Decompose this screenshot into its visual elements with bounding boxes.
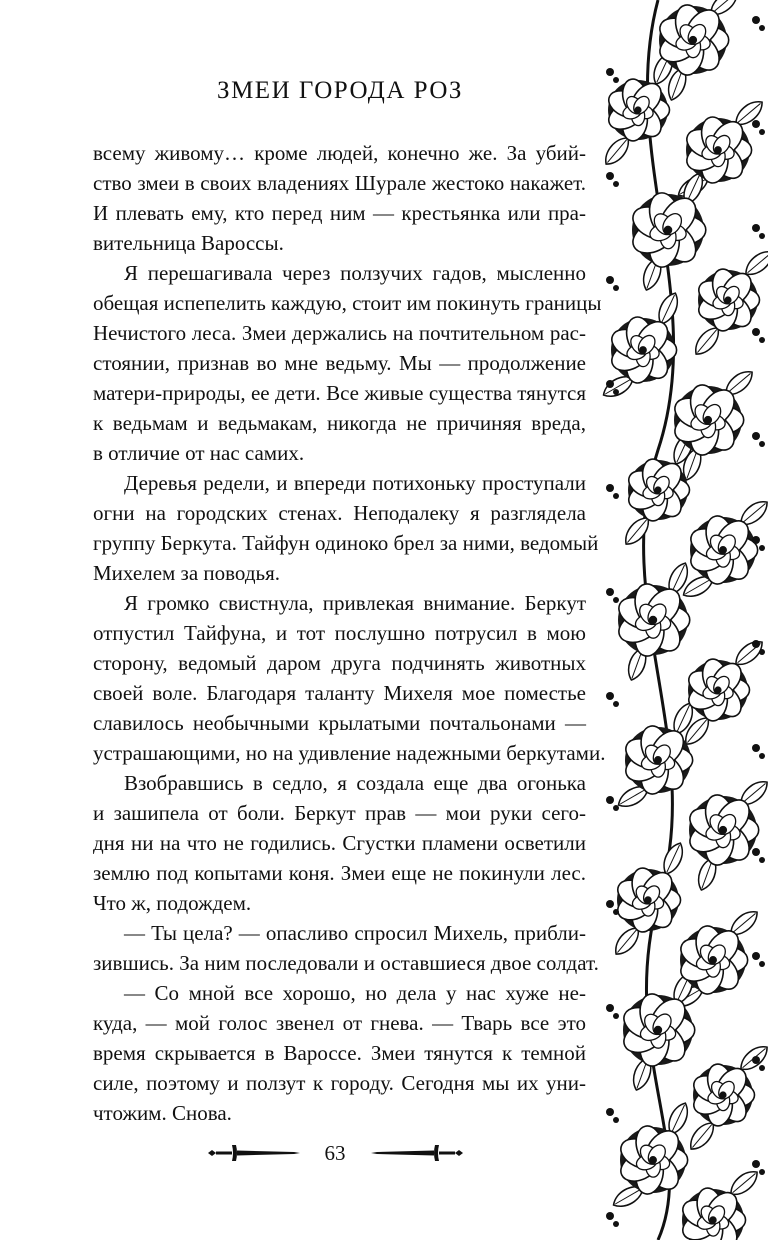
text-line: обещая испепелить каждую, стоит им покинуть границы (93, 291, 602, 315)
page-number: 63 (324, 1141, 346, 1165)
text-line: — Ты цела? — опасливо спросил Михель, прибли- (124, 921, 586, 945)
text-line: отпустил Тайфуна, и тот послушно потрусил в мою (93, 621, 586, 645)
page-footer (200, 1138, 470, 1168)
text-line: сторону, ведомый даром друга подчинять животных (93, 651, 586, 675)
dagger-ornament-icon (206, 1142, 301, 1164)
text-line: Я перешагивала через ползучих гадов, мысленно (124, 261, 586, 285)
text-line: вительница Вароссы. (93, 231, 284, 255)
text-line: всему живому… кроме людей, конечно же. За убий- (93, 141, 586, 165)
running-title: ЗМЕИ ГОРОДА РОЗ (217, 77, 463, 104)
text-line: группу Беркута. Тайфун одиноко брел за ними, ведомый (93, 531, 599, 555)
text-line: И плевать ему, кто перед ним — крестьянка или пра- (93, 201, 586, 225)
floral-border-icon (598, 0, 768, 1240)
body-text (93, 138, 606, 1128)
text-line: Что ж, подождем. (93, 891, 252, 915)
text-line: куда, — мой голос звенел от гнева. — Тварь все это (93, 1011, 586, 1035)
text-line: землю под копытами коня. Змеи еще не покинули лес. (93, 861, 586, 885)
text-line: устрашающими, но на удивление надежными беркутами. (93, 741, 606, 765)
text-line: матери-природы, ее дети. Все живые существа тянутся (93, 381, 586, 405)
text-line: чтожим. Снова. (93, 1101, 232, 1125)
text-line: время скрывается в Вароссе. Змеи тянутся к темной (93, 1041, 586, 1065)
text-line: к ведьмам и ведьмакам, никогда не причиняя вреда, (93, 411, 586, 435)
text-line: Я громко свистнула, привлекая внимание. Беркут (124, 591, 586, 615)
text-line: Нечистого леса. Змеи держались на почтительном рас- (93, 321, 586, 345)
dagger-ornament-icon (370, 1142, 465, 1164)
text-line: зившись. За ним последовали и оставшиеся двое солдат. (93, 951, 599, 975)
text-line: Взобравшись в седло, я создала еще два огонька (124, 771, 586, 795)
text-line: Михелем за поводья. (93, 561, 280, 585)
text-line: и зашипела от боли. Беркут прав — мои руки сего- (93, 801, 586, 825)
text-line: Деревья редели, и впереди потихоньку проступали (124, 471, 586, 495)
text-line: огни на городских стенах. Неподалеку я разглядела (93, 501, 586, 525)
text-line: стоянии, признав во мне ведьму. Мы — продолжение (93, 351, 586, 375)
text-line: — Со мной все хорошо, но дела у нас хуже не- (124, 981, 586, 1005)
text-line: славилось необычными крылатыми почтальонами — (93, 711, 586, 735)
text-line: дня ни на что не годились. Сгустки пламени осветили (93, 831, 586, 855)
text-line: силе, поэтому и ползут к городу. Сегодня мы их уни- (93, 1071, 586, 1095)
text-line: ство змеи в своих владениях Шурале жестоко накажет. (93, 171, 586, 195)
text-line: в отличие от нас самих. (93, 441, 305, 465)
text-line: своей воле. Благодаря таланту Михеля мое поместье (93, 681, 586, 705)
